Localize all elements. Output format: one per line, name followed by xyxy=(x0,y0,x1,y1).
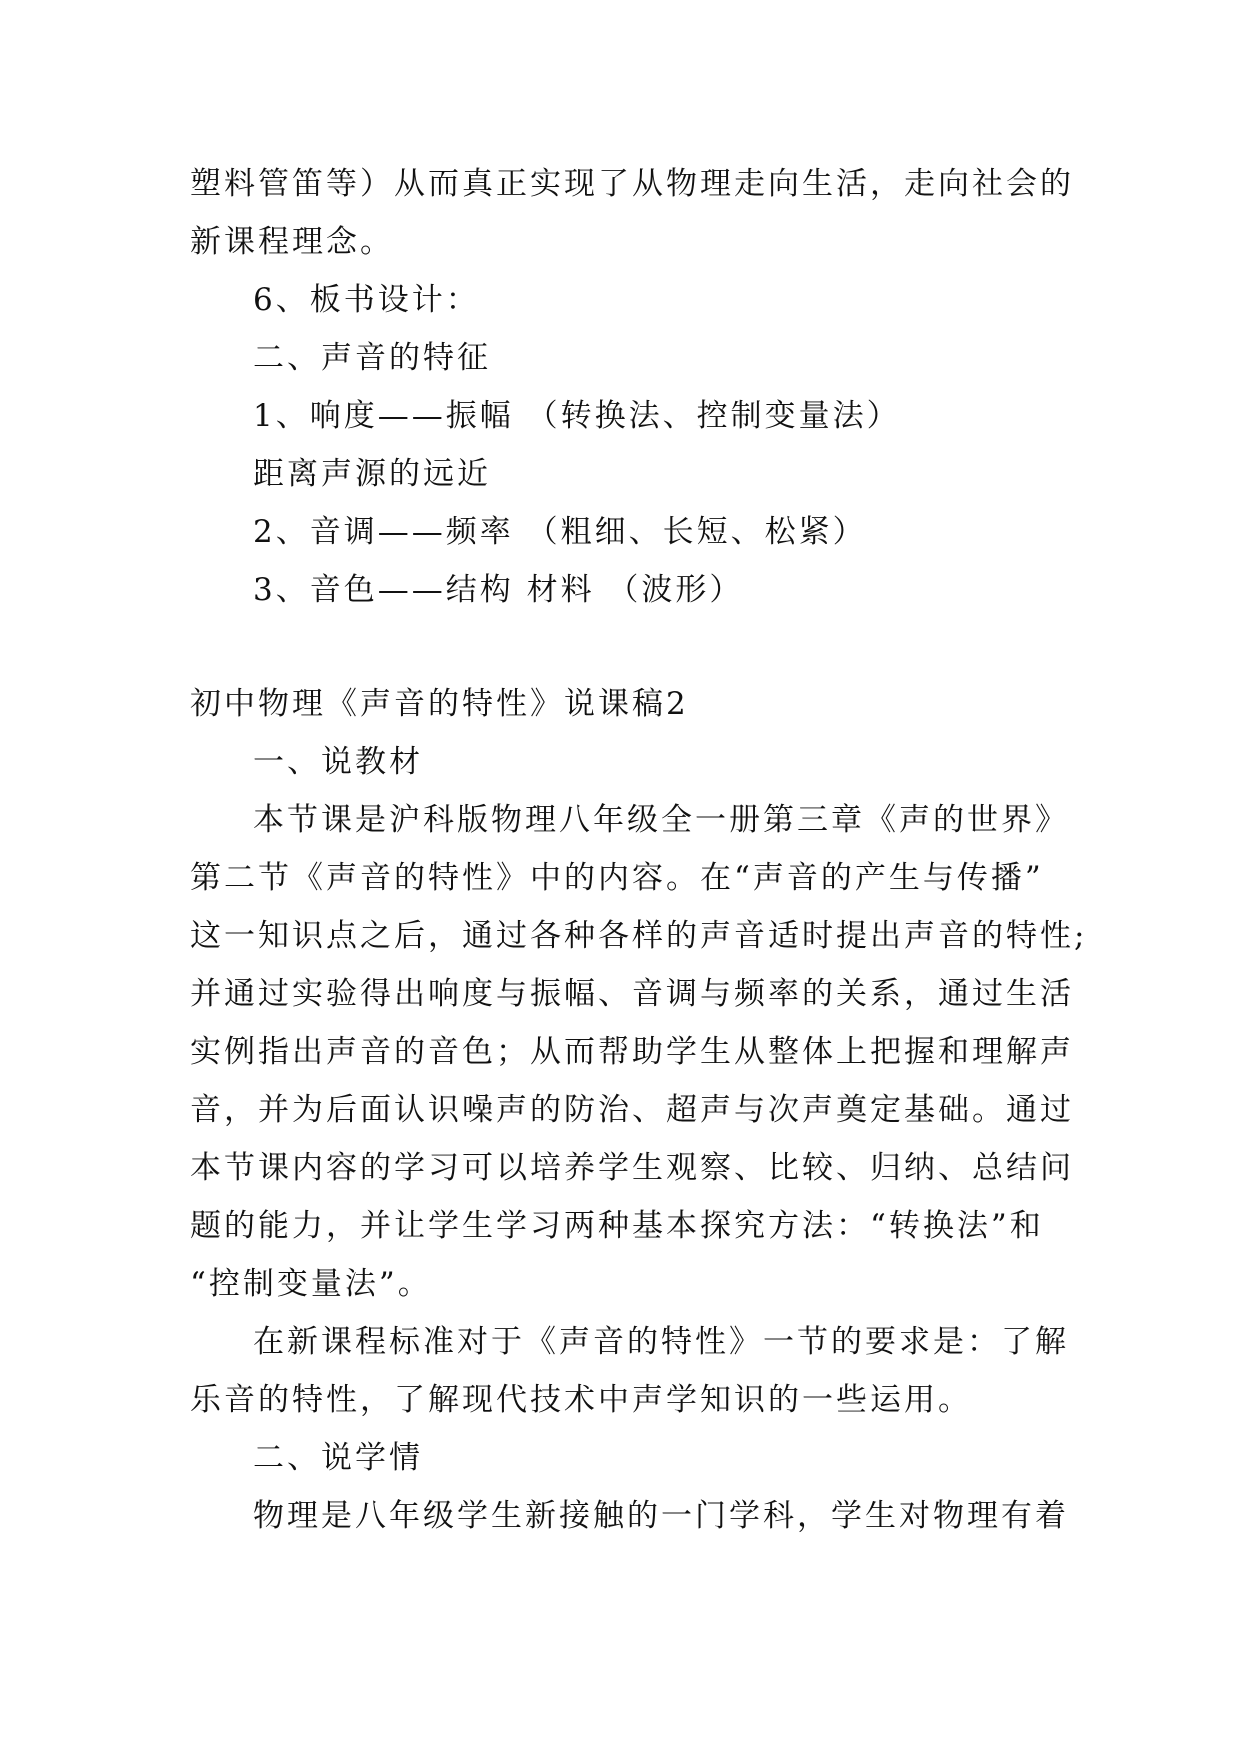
paragraph-line: 这一知识点之后，通过各种各样的声音适时提出声音的特性; xyxy=(190,918,1088,954)
paragraph-line: 题的能力，并让学生学习两种基本探究方法：“转换法”和 xyxy=(190,1208,1044,1244)
paragraph-line: 音，并为后面认识噪声的防治、超声与次声奠定基础。通过 xyxy=(190,1092,1074,1128)
document-title: 初中物理《声音的特性》说课稿2 xyxy=(190,686,689,722)
paragraph-line: 塑料管笛等）从而真正实现了从物理走向生活，走向社会的 xyxy=(190,166,1074,202)
paragraph-line: 本节课内容的学习可以培养学生观察、比较、归纳、总结问 xyxy=(190,1150,1074,1186)
board-line: 二、声音的特征 xyxy=(253,340,491,376)
paragraph-line: “控制变量法”。 xyxy=(190,1266,432,1302)
section-heading: 一、说教材 xyxy=(253,744,423,780)
board-line: 2、音调——频率 （粗细、长短、松紧） xyxy=(253,514,867,550)
board-line: 3、音色——结构 材料 （波形） xyxy=(253,572,744,608)
section-heading: 二、说学情 xyxy=(253,1440,423,1476)
paragraph-line: 乐音的特性，了解现代技术中声学知识的一些运用。 xyxy=(190,1382,972,1418)
paragraph-line: 本节课是沪科版物理八年级全一册第三章《声的世界》 xyxy=(253,802,1069,838)
section-heading: 6、板书设计： xyxy=(253,282,480,318)
paragraph-line: 物理是八年级学生新接触的一门学科，学生对物理有着 xyxy=(253,1498,1069,1534)
board-line: 距离声源的远近 xyxy=(253,456,491,492)
paragraph-line: 新课程理念。 xyxy=(190,224,394,260)
paragraph-line: 并通过实验得出响度与振幅、音调与频率的关系，通过生活 xyxy=(190,976,1074,1012)
paragraph-line: 在新课程标准对于《声音的特性》一节的要求是：了解 xyxy=(253,1324,1069,1360)
paragraph-line: 实例指出声音的音色；从而帮助学生从整体上把握和理解声 xyxy=(190,1034,1074,1070)
board-line: 1、响度——振幅 （转换法、控制变量法） xyxy=(253,398,901,434)
paragraph-line: 第二节《声音的特性》中的内容。在“声音的产生与传播” xyxy=(190,860,1044,896)
